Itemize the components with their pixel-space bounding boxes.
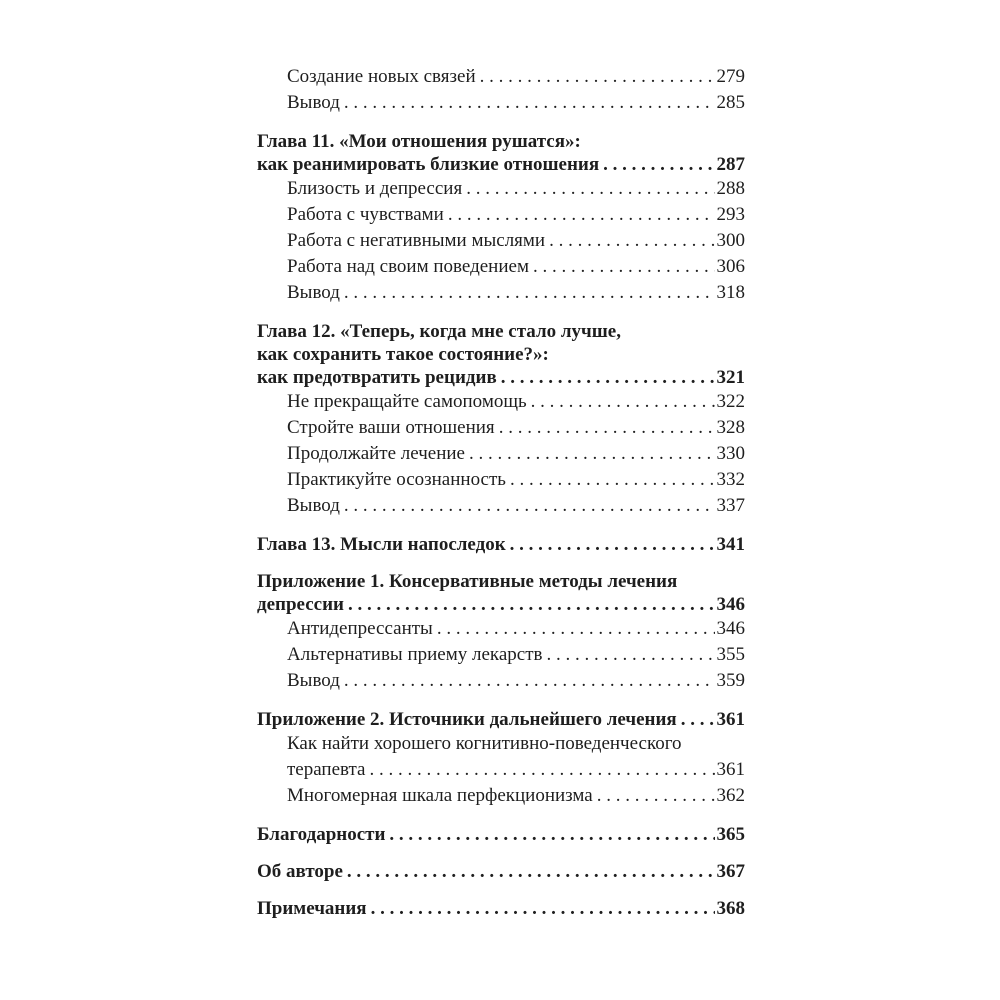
toc-entry-line	[257, 153, 745, 176]
toc-entry-title: терапевта	[287, 759, 366, 780]
toc-entry-title: депрессии	[257, 594, 344, 615]
toc-entry	[257, 642, 745, 668]
toc-page-number: 285	[716, 92, 745, 113]
dot-leader	[448, 202, 715, 228]
dot-leader	[370, 757, 715, 783]
toc-entry	[257, 415, 745, 441]
toc-entry-line	[257, 860, 745, 883]
toc-entry-title: Глава 13. Мысли напоследок	[257, 534, 506, 555]
toc-entry	[257, 823, 745, 846]
toc-page-number: 293	[716, 204, 745, 225]
toc-entry-line	[287, 389, 745, 415]
toc-entry	[257, 320, 745, 389]
dot-leader	[549, 228, 714, 254]
toc-page-number: 279	[716, 66, 745, 87]
toc-entry-title: Многомерная шкала перфекционизма	[287, 785, 593, 806]
toc-entry-line	[257, 366, 745, 389]
dot-leader	[348, 593, 715, 616]
toc-entry	[257, 493, 745, 519]
toc-entry-line	[257, 320, 745, 343]
toc-page-number: 337	[716, 495, 745, 516]
dot-leader	[499, 415, 715, 441]
toc-entry-line	[287, 467, 745, 493]
toc-entry-title: Практикуйте осознанность	[287, 469, 506, 490]
toc-entry	[257, 570, 745, 616]
toc-entry-line	[287, 202, 745, 228]
toc-entry-line	[257, 708, 745, 731]
dot-leader	[597, 783, 715, 809]
toc-page-number: 355	[716, 644, 745, 665]
toc-entry-line	[287, 731, 745, 757]
toc-entry-title: Антидепрессанты	[287, 618, 433, 639]
dot-leader	[437, 616, 715, 642]
toc-entry	[257, 254, 745, 280]
toc-page-number: 362	[716, 785, 745, 806]
dot-leader	[533, 254, 715, 280]
toc-entry-line	[287, 642, 745, 668]
toc-entry-line	[257, 823, 745, 846]
dot-leader	[547, 642, 715, 668]
dot-leader	[344, 280, 715, 306]
toc-entry-line	[257, 897, 745, 920]
toc-entry	[257, 668, 745, 694]
dot-leader	[347, 860, 715, 883]
toc-page-number: 361	[716, 759, 745, 780]
toc-entry	[257, 280, 745, 306]
toc-entry-title: как сохранить такое состояние?»:	[257, 344, 549, 365]
toc-entry-line	[287, 228, 745, 254]
toc-entry-line	[287, 90, 745, 116]
toc-entry-line	[287, 280, 745, 306]
toc-entry-title: Создание новых связей	[287, 66, 476, 87]
toc-entry-line	[287, 64, 745, 90]
dot-leader	[371, 897, 715, 920]
toc-entry-title: Глава 12. «Теперь, когда мне стало лучше,	[257, 321, 621, 342]
toc-entry-title: Приложение 1. Консервативные методы лечения	[257, 571, 678, 592]
dot-leader	[344, 493, 715, 519]
toc-page-number: 330	[716, 443, 745, 464]
toc-page-number: 368	[716, 898, 745, 919]
toc-list	[257, 64, 745, 920]
toc-entry-line	[257, 533, 745, 556]
toc-entry	[257, 441, 745, 467]
dot-leader	[510, 467, 715, 493]
toc-entry	[257, 783, 745, 809]
toc-page-number: 328	[716, 417, 745, 438]
toc-entry	[257, 228, 745, 254]
toc-entry-title: Работа над своим поведением	[287, 256, 529, 277]
toc-entry-line	[257, 343, 745, 366]
dot-leader	[531, 389, 715, 415]
toc-page-number: 346	[716, 594, 745, 615]
dot-leader	[389, 823, 714, 846]
toc-entry-title: Стройте ваши отношения	[287, 417, 495, 438]
toc-page-number: 346	[716, 618, 745, 639]
toc-entry-title: Об авторе	[257, 861, 343, 882]
toc-page-number: 359	[716, 670, 745, 691]
dot-leader	[480, 64, 715, 90]
dot-leader	[603, 153, 714, 176]
toc-entry-line	[257, 130, 745, 153]
toc-page-number: 321	[716, 367, 745, 388]
toc-entry	[257, 176, 745, 202]
toc-entry	[257, 467, 745, 493]
toc-page-number: 322	[716, 391, 745, 412]
toc-entry-title: Благодарности	[257, 824, 386, 845]
toc-entry-line	[287, 783, 745, 809]
toc-entry-title: Работа с чувствами	[287, 204, 444, 225]
toc-entry-title: Примечания	[257, 898, 367, 919]
toc-entry-title: Близость и депрессия	[287, 178, 463, 199]
toc-page-number: 365	[716, 824, 745, 845]
toc-page-number: 306	[716, 256, 745, 277]
toc-entry-title: как реанимировать близкие отношения	[257, 154, 600, 175]
dot-leader	[501, 366, 715, 389]
toc-entry-line	[287, 254, 745, 280]
dot-leader	[344, 90, 715, 116]
toc-entry	[257, 616, 745, 642]
toc-entry-title: Продолжайте лечение	[287, 443, 465, 464]
toc-entry-title: Не прекращайте самопомощь	[287, 391, 527, 412]
toc-entry-title: Глава 11. «Мои отношения рушатся»:	[257, 131, 581, 152]
toc-entry-line	[257, 570, 745, 593]
dot-leader	[469, 441, 715, 467]
toc-entry-title: Вывод	[287, 670, 340, 691]
toc-entry	[257, 708, 745, 731]
toc-page-number: 300	[716, 230, 745, 251]
toc-entry-line	[287, 493, 745, 519]
toc-entry-title: Вывод	[287, 282, 340, 303]
toc-entry-title: Как найти хорошего когнитивно-поведенческого	[287, 733, 682, 754]
dot-leader	[344, 668, 715, 694]
dot-leader	[510, 533, 715, 556]
toc-entry-line	[287, 176, 745, 202]
toc-entry-line	[287, 757, 745, 783]
toc-entry-line	[287, 668, 745, 694]
toc-entry-title: Приложение 2. Источники дальнейшего лечения	[257, 709, 677, 730]
toc-entry-title: как предотвратить рецидив	[257, 367, 497, 388]
toc-entry	[257, 130, 745, 176]
toc-entry-line	[257, 593, 745, 616]
dot-leader	[466, 176, 714, 202]
toc-entry-title: Вывод	[287, 92, 340, 113]
toc-entry	[257, 731, 745, 783]
toc-entry-title: Альтернативы приему лекарств	[287, 644, 543, 665]
toc-entry	[257, 202, 745, 228]
toc-page-number: 332	[716, 469, 745, 490]
toc-entry-line	[287, 441, 745, 467]
toc-entry	[257, 64, 745, 90]
toc-entry	[257, 389, 745, 415]
toc-entry-title: Работа с негативными мыслями	[287, 230, 546, 251]
toc-entry-line	[287, 415, 745, 441]
toc-entry-line	[287, 616, 745, 642]
toc-entry	[257, 90, 745, 116]
toc-page-number: 288	[716, 178, 745, 199]
toc-entry-title: Вывод	[287, 495, 340, 516]
toc-entry	[257, 860, 745, 883]
toc-entry	[257, 533, 745, 556]
dot-leader	[681, 708, 715, 731]
toc-page-number: 287	[716, 154, 745, 175]
toc-page-number: 361	[716, 709, 745, 730]
toc-page-number: 367	[716, 861, 745, 882]
toc-page-number: 341	[716, 534, 745, 555]
toc-entry	[257, 897, 745, 920]
toc-page-number: 318	[716, 282, 745, 303]
